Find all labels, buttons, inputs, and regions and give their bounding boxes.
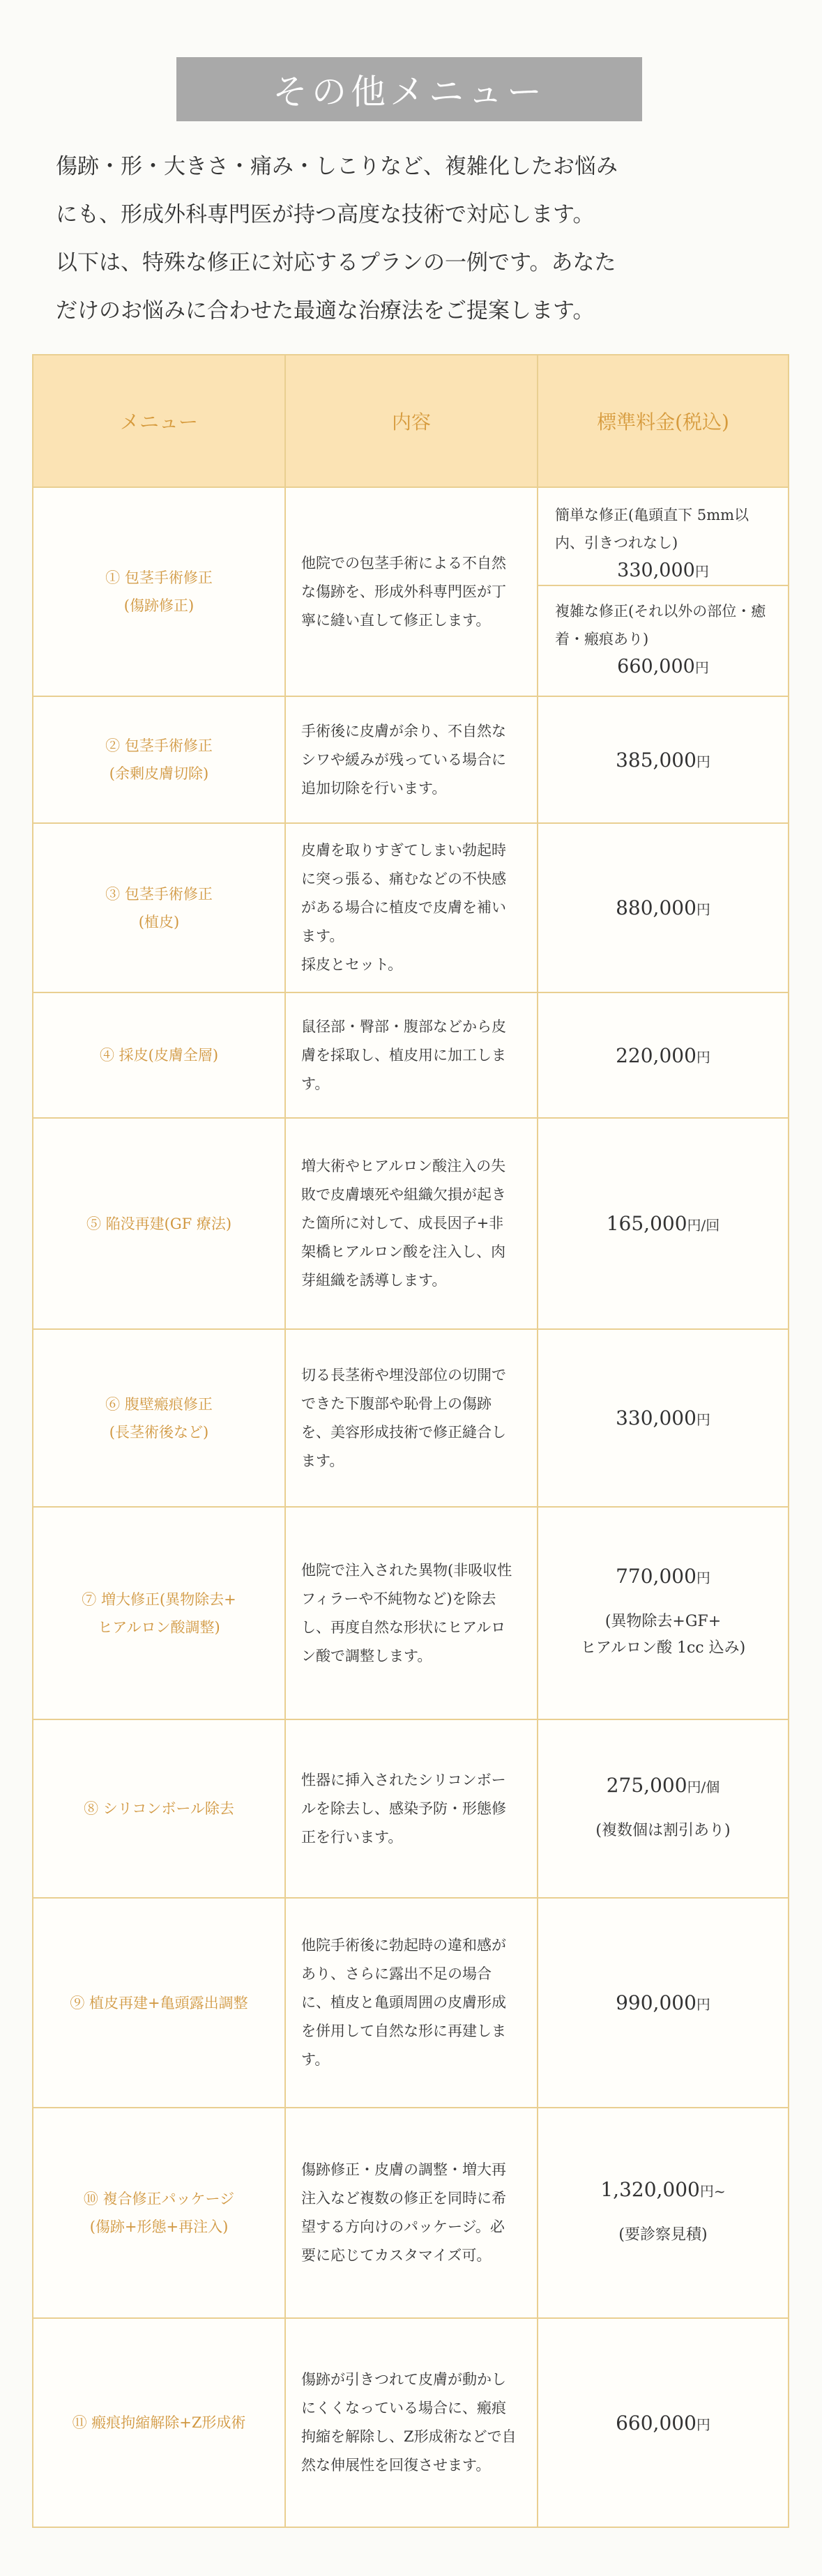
menu-name-line1: ④ 採皮(皮膚全層)	[99, 1047, 219, 1064]
table-row	[33, 823, 789, 992]
title-banner	[176, 57, 642, 121]
menu-price	[538, 1329, 789, 1507]
price-unit: 円/個	[687, 1778, 720, 1795]
menu-name	[33, 1118, 285, 1329]
menu-name-line1: ③ 包茎手術修正	[105, 885, 213, 903]
menu-price	[538, 1898, 789, 2108]
menu-content: 他院で注入された異物(非吸収性フィラーや不純物など)を除去し、再度自然な形状にヒアルロン酸で調整します。	[285, 1507, 538, 1719]
menu-content: 傷跡修正・皮膚の調整・増大再注入など複数の修正を同時に希望する方向けのパッケージ。必要に応じてカスタマイズ可。	[285, 2108, 538, 2318]
table-row	[33, 992, 789, 1118]
complex-note: 複雑な修正(それ以外の部位・癒着・瘢痕あり)	[555, 603, 766, 647]
menu-name	[33, 823, 285, 992]
intro-line: 以下は、特殊な修正に対応するプランの一例です。あなた	[56, 250, 616, 275]
price-unit: 円	[696, 753, 710, 770]
price-note: (要診察見積)	[618, 2225, 708, 2244]
header-price: 標準料金(税込)	[538, 355, 789, 487]
price-value: 385,000	[616, 748, 697, 772]
price-unit: 円	[696, 901, 710, 918]
menu-name-line1: ⑪ 瘢痕拘縮解除+Z形成術	[72, 2414, 246, 2431]
menu-content: 皮膚を取りすぎてしまい勃起時に突っ張る、痛むなどの不快感がある場合に植皮で皮膚を補います。 採皮とセット。	[285, 823, 538, 992]
menu-name-line1: ① 包茎手術修正	[105, 569, 213, 586]
menu-content: 他院での包茎手術による不自然な傷跡を、形成外科専門医が丁寧に縫い直して修正します。	[285, 487, 538, 696]
header-menu: メニュー	[33, 355, 285, 487]
menu-name	[33, 696, 285, 823]
table-row	[33, 1118, 789, 1329]
simple-fix	[538, 489, 788, 586]
table-header-row	[33, 355, 789, 487]
intro-line: だけのお悩みに合わせた最適な治療法をご提案します。	[56, 298, 595, 323]
price-unit: 円	[696, 1411, 710, 1428]
menu-name-line2: (長茎術後など)	[109, 1423, 209, 1441]
menu-name-line1: ⑦ 増大修正(異物除去+	[82, 1590, 236, 1608]
menu-content: 手術後に皮膚が余り、不自然なシワや緩みが残っている場合に追加切除を行います。	[285, 696, 538, 823]
menu-name	[33, 487, 285, 696]
price-unit: 円	[696, 1570, 710, 1586]
header-content: 内容	[285, 355, 538, 487]
menu-name-line2: ヒアルロン酸調整)	[98, 1618, 220, 1636]
price-note: (異物除去+GF+ ヒアルロン酸 1cc 込み)	[580, 1613, 746, 1657]
price-value: 165,000	[606, 1212, 687, 1235]
menu-price	[538, 2108, 789, 2318]
menu-name-line2: (傷跡修正)	[123, 597, 195, 614]
price-value: 220,000	[616, 1043, 697, 1067]
price-unit: 円	[694, 659, 709, 676]
price-unit: 円/回	[687, 1217, 720, 1234]
menu-name-line2: (植皮)	[138, 913, 180, 930]
simple-note: 簡単な修正(亀頭直下 5mm以内、引きつれなし)	[555, 507, 749, 551]
price-unit: 円	[696, 2416, 710, 2433]
menu-name	[33, 1898, 285, 2108]
menu-name	[33, 1719, 285, 1898]
complex-price: 660,000	[617, 656, 695, 677]
price-value: 770,000	[616, 1565, 697, 1588]
price-value: 275,000	[606, 1773, 687, 1797]
menu-name-line1: ⑤ 陥没再建(GF 療法)	[86, 1215, 232, 1232]
table-row	[33, 2318, 789, 2527]
menu-name	[33, 1507, 285, 1719]
table-row	[33, 487, 789, 696]
complex-fix	[538, 586, 788, 695]
menu-price	[538, 696, 789, 823]
table-row	[33, 696, 789, 823]
menu-name	[33, 1329, 285, 1507]
menu-price	[538, 2318, 789, 2527]
menu-content: 増大術やヒアルロン酸注入の失敗で皮膚壊死や組織欠損が起きた箇所に対して、成長因子+非架橋ヒアルロン酸を注入し、肉芽組織を誘導します。	[285, 1118, 538, 1329]
table-row	[33, 1898, 789, 2108]
simple-price: 330,000	[617, 560, 695, 581]
menu-price	[538, 1507, 789, 1719]
price-value: 880,000	[616, 896, 697, 919]
price-unit: 円	[694, 563, 709, 580]
menu-name-line2: (傷跡+形態+再注入)	[89, 2218, 229, 2235]
menu-name	[33, 2108, 285, 2318]
price-unit: 円	[696, 1996, 710, 2013]
price-value: 330,000	[616, 1406, 697, 1429]
table-row	[33, 2108, 789, 2318]
menu-content: 鼠径部・臀部・腹部などから皮膚を採取し、植皮用に加工します。	[285, 992, 538, 1118]
menu-content: 性器に挿入されたシリコンボールを除去し、感染予防・形態修正を行います。	[285, 1719, 538, 1898]
price-value: 990,000	[616, 1991, 697, 2014]
menu-name-line1: ② 包茎手術修正	[105, 737, 213, 754]
menu-name	[33, 992, 285, 1118]
menu-price	[538, 1118, 789, 1329]
price-value: 1,320,000	[600, 2177, 700, 2201]
menu-name	[33, 2318, 285, 2527]
menu-content: 他院手術後に勃起時の違和感があり、さらに露出不足の場合に、植皮と亀頭周囲の皮膚形成を併用して自然な形に再建します。	[285, 1898, 538, 2108]
menu-price	[538, 823, 789, 992]
menu-content: 傷跡が引きつれて皮膚が動かしにくくなっている場合に、瘢痕拘縮を解除し、Z形成術などで自然な伸展性を回復させます。	[285, 2318, 538, 2527]
menu-table	[32, 354, 789, 2528]
menu-price	[538, 1719, 789, 1898]
menu-content: 切る長茎術や埋没部位の切開でできた下腹部や恥骨上の傷跡を、美容形成技術で修正縫合します。	[285, 1329, 538, 1507]
menu-name-line1: ⑧ シリコンボール除去	[84, 1800, 234, 1817]
table-row	[33, 1719, 789, 1898]
menu-price	[538, 487, 789, 696]
price-note: (複数個は割引あり)	[595, 1821, 731, 1839]
intro-text	[56, 143, 781, 335]
table-row	[33, 1329, 789, 1507]
menu-name-line1: ⑩ 複合修正パッケージ	[83, 2191, 235, 2207]
price-unit: 円~	[699, 2182, 726, 2200]
price-unit: 円	[696, 1048, 710, 1066]
price-value: 660,000	[616, 2411, 697, 2435]
menu-price	[538, 992, 789, 1118]
page-title: その他メニュー	[273, 72, 546, 112]
intro-line: 傷跡・形・大きさ・痛み・しこりなど、複雑化したお悩み	[56, 154, 618, 179]
intro-line: にも、形成外科専門医が持つ高度な技術で対応します。	[56, 202, 595, 227]
menu-name-line1: ⑥ 腹壁瘢痕修正	[105, 1395, 213, 1413]
table-row	[33, 1507, 789, 1719]
menu-name-line2: (余剰皮膚切除)	[109, 765, 209, 782]
menu-name-line1: ⑨ 植皮再建+亀頭露出調整	[70, 1994, 248, 2011]
